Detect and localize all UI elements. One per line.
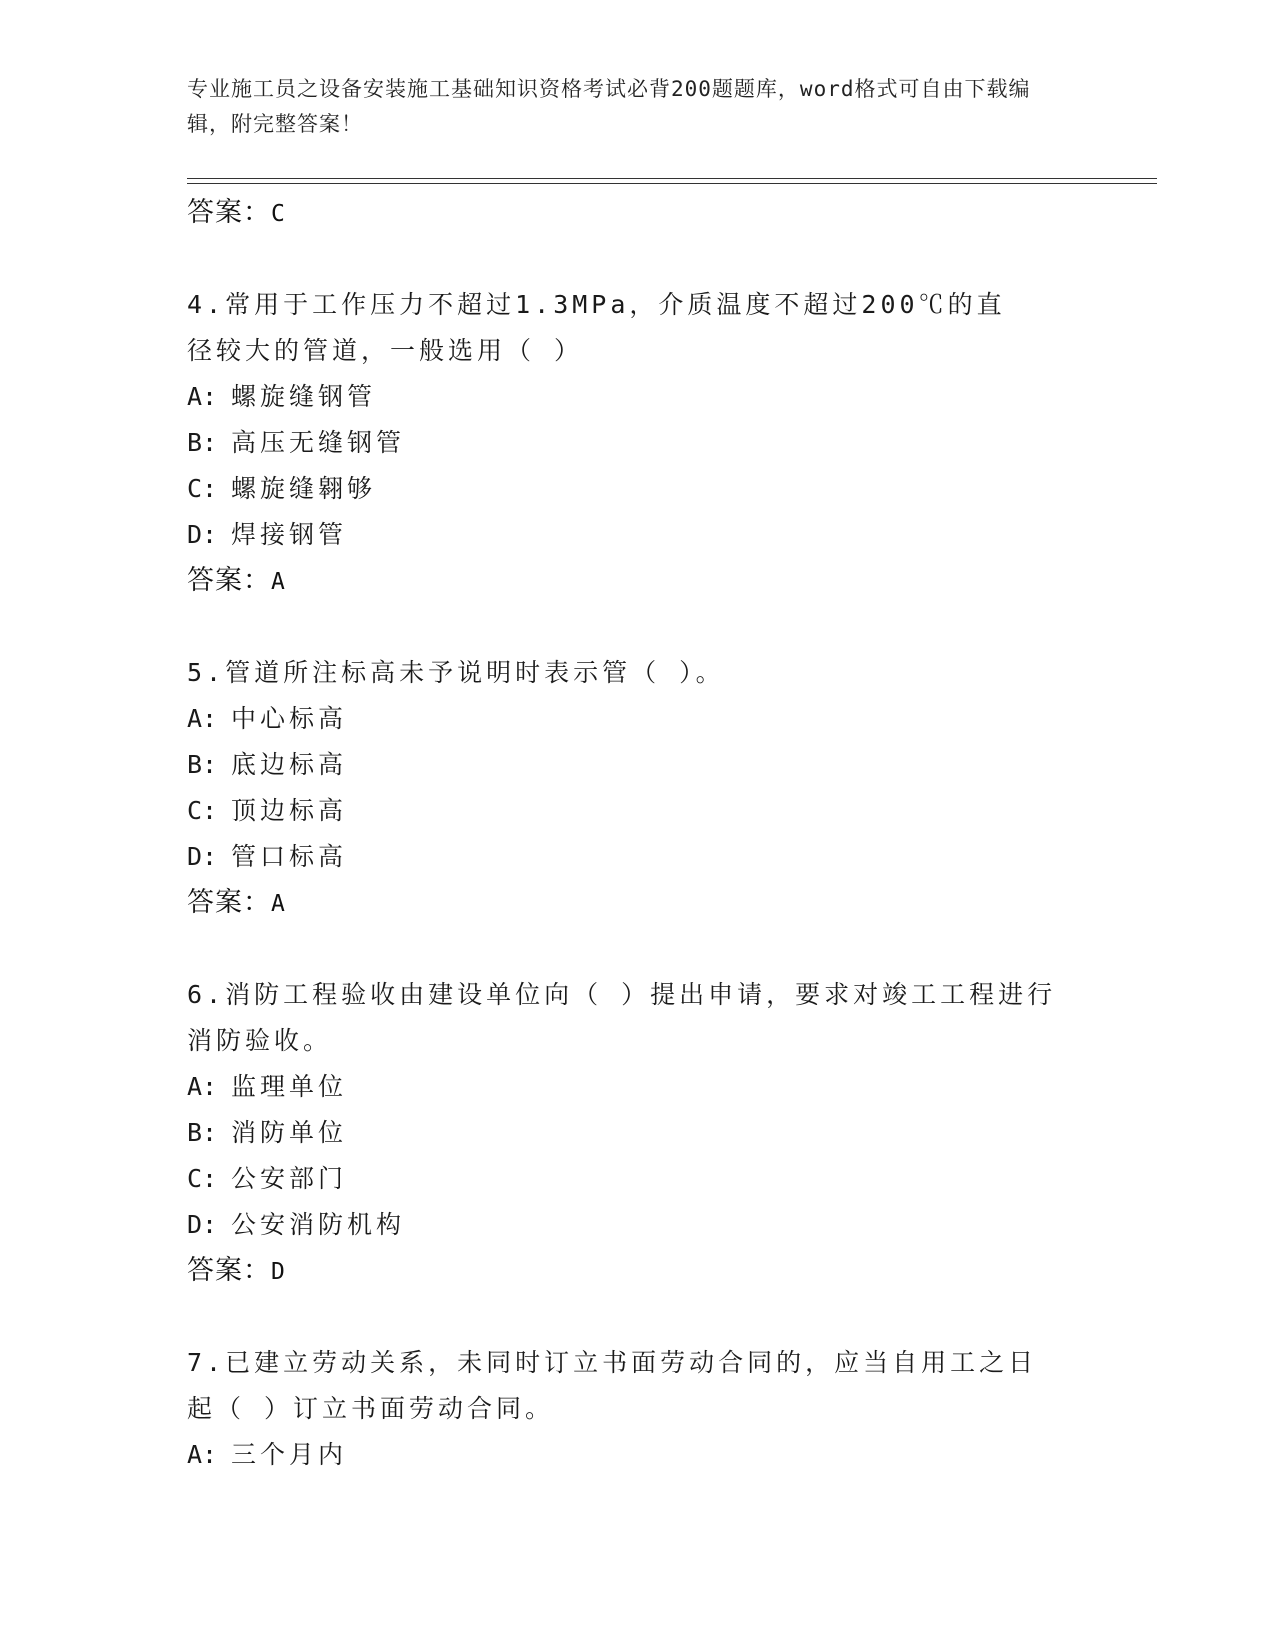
answer-label: 答案： — [187, 887, 271, 918]
question-stem: 6.消防工程验收由建设单位向（ ）提出申请，要求对竣工工程进行消防验收。 — [187, 980, 1057, 1055]
answer-line — [187, 1248, 1087, 1294]
option-key: A: — [187, 704, 218, 733]
option-text: 顶边标高 — [231, 796, 348, 825]
option-key: D: — [187, 1210, 218, 1239]
option-text: 管口标高 — [231, 842, 348, 871]
option-item — [187, 512, 1087, 558]
option-text: 底边标高 — [231, 750, 348, 779]
answer-line — [187, 558, 1087, 604]
option-key: A: — [187, 1072, 218, 1101]
spacer — [187, 926, 1087, 972]
option-item — [187, 466, 1087, 512]
header-rule-top — [187, 178, 1157, 179]
option-key: D: — [187, 520, 218, 549]
answer-label: 答案： — [187, 565, 271, 596]
option-key: C: — [187, 796, 218, 825]
option-item — [187, 1432, 1087, 1478]
answer-label: 答案： — [187, 1255, 271, 1286]
option-key: A: — [187, 1440, 218, 1469]
option-key: D: — [187, 842, 218, 871]
option-text: 焊接钢管 — [231, 520, 348, 549]
question-list — [187, 190, 1087, 1478]
spacer — [187, 604, 1087, 650]
option-text: 三个月内 — [231, 1440, 348, 1469]
question-stem: 5.管道所注标高未予说明时表示管（ ）。 — [187, 658, 725, 687]
option-item — [187, 696, 1087, 742]
option-key: A: — [187, 382, 218, 411]
option-item — [187, 1202, 1087, 1248]
option-text: 螺旋缝翱够 — [231, 474, 377, 503]
spacer — [187, 1294, 1087, 1340]
answer-label: 答案： — [187, 197, 271, 228]
answer-value: D — [271, 1259, 286, 1285]
option-item — [187, 420, 1087, 466]
option-item — [187, 834, 1087, 880]
option-item — [187, 788, 1087, 834]
option-item — [187, 374, 1087, 420]
option-text: 监理单位 — [231, 1072, 348, 1101]
option-item — [187, 1156, 1087, 1202]
question-stem: 7.已建立劳动关系，未同时订立书面劳动合同的，应当自用工之日起（ ）订立书面劳动合同。 — [187, 1348, 1038, 1423]
document-header: 专业施工员之设备安装施工基础知识资格考试必背200题题库，word格式可自由下载编辑，附完整答案！ — [187, 77, 1031, 136]
answer-line — [187, 190, 1087, 236]
option-text: 螺旋缝钢管 — [231, 382, 377, 411]
option-item — [187, 1110, 1087, 1156]
answer-line — [187, 880, 1087, 926]
option-text: 中心标高 — [231, 704, 348, 733]
option-key: C: — [187, 1164, 218, 1193]
option-text: 公安部门 — [231, 1164, 348, 1193]
option-item — [187, 742, 1087, 788]
spacer — [187, 236, 1087, 282]
question-stem: 4.常用于工作压力不超过1.3MPa，介质温度不超过200℃的直径较大的管道，一般选用（ ） — [187, 290, 1006, 365]
answer-value: A — [271, 891, 286, 917]
header-rule-bottom — [187, 183, 1157, 184]
option-text: 高压无缝钢管 — [231, 428, 406, 457]
option-text: 公安消防机构 — [231, 1210, 406, 1239]
option-text: 消防单位 — [231, 1118, 348, 1147]
option-key: B: — [187, 1118, 218, 1147]
answer-value: A — [271, 569, 286, 595]
option-key: C: — [187, 474, 218, 503]
option-item — [187, 1064, 1087, 1110]
option-key: B: — [187, 428, 218, 457]
option-key: B: — [187, 750, 218, 779]
answer-value: C — [271, 201, 286, 227]
